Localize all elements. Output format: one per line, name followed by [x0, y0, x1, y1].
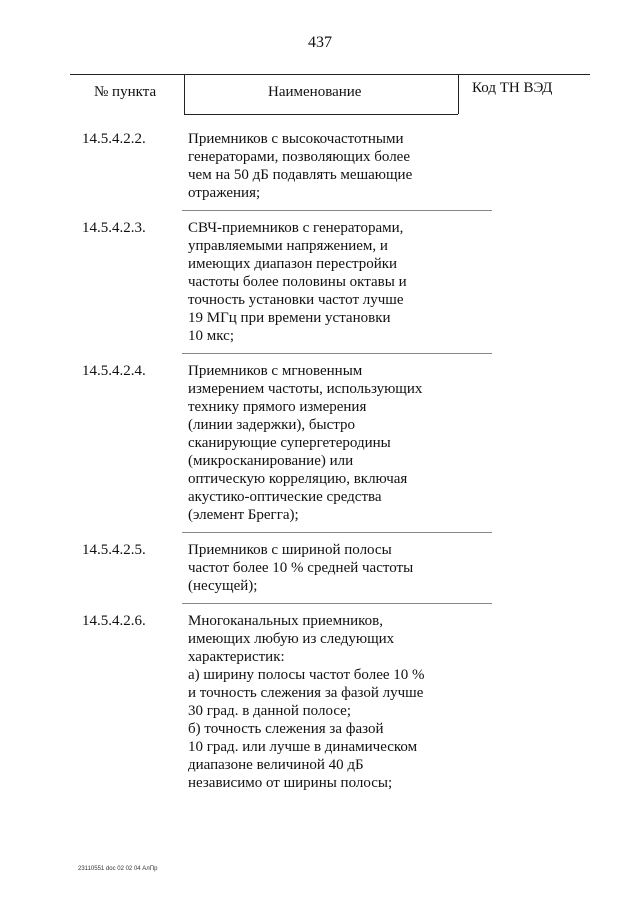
row-separator: [182, 353, 492, 354]
item-description: [188, 612, 488, 792]
item-description-line: измерением частоты, использующих: [188, 381, 423, 397]
list-item: [82, 541, 502, 595]
item-description-line: чем на 50 дБ подавлять мешающие: [188, 167, 413, 183]
item-description-line: имеющих диапазон перестройки: [188, 256, 398, 272]
header-bottom-border: [184, 114, 458, 115]
item-description-line: частоты более половины октавы и: [188, 274, 407, 290]
row-separator: [182, 603, 492, 604]
item-description-line: независимо от ширины полосы;: [188, 775, 393, 791]
item-description-line: 19 МГц при времени установки: [188, 310, 391, 326]
list-item: [82, 219, 502, 345]
header-divider-2: [458, 74, 459, 114]
row-separator: [182, 210, 492, 211]
header-col-name: Наименование: [268, 84, 362, 100]
header-top-border: [70, 74, 590, 75]
item-description-line: (элемент Брегга);: [188, 507, 299, 523]
page-number: 437: [308, 34, 332, 51]
item-number: 14.5.4.2.4.: [82, 363, 146, 379]
list-item: [82, 612, 502, 792]
item-description-line: управляемыми напряжением, и: [188, 238, 388, 254]
item-description-line: генераторами, позволяющих более: [188, 149, 410, 165]
item-number: 14.5.4.2.2.: [82, 131, 146, 147]
item-description-line: отражения;: [188, 185, 261, 201]
items-list: [82, 130, 502, 792]
item-description-line: Многоканальных приемников,: [188, 613, 383, 629]
header-col-code: Код ТН ВЭД: [472, 80, 553, 96]
item-description-line: Приемников с шириной полосы: [188, 542, 392, 558]
item-description-line: СВЧ-приемников с генераторами,: [188, 220, 404, 236]
item-description-line: (несущей);: [188, 578, 258, 594]
table-header: [70, 74, 590, 114]
item-description: [188, 541, 488, 595]
item-description-line: технику прямого измерения: [188, 399, 367, 415]
item-description-line: диапазоне величиной 40 дБ: [188, 757, 364, 773]
item-description-line: сканирующие супергетеродины: [188, 435, 391, 451]
item-description-line: а) ширину полосы частот более 10 %: [188, 667, 425, 683]
item-number: 14.5.4.2.5.: [82, 542, 146, 558]
header-divider-1: [184, 74, 185, 114]
item-description-line: Приемников с мгновенным: [188, 363, 363, 379]
item-description-line: частот более 10 % средней частоты: [188, 560, 414, 576]
list-item: [82, 130, 502, 202]
item-description: [188, 130, 488, 202]
item-description-line: 10 мкс;: [188, 328, 234, 344]
list-item: [82, 362, 502, 524]
item-description-line: и точность слежения за фазой лучше: [188, 685, 424, 701]
item-description-line: имеющих любую из следующих: [188, 631, 395, 647]
item-description: [188, 362, 488, 524]
item-description-line: 30 град. в данной полосе;: [188, 703, 352, 719]
item-description-line: (микросканирование) или: [188, 453, 354, 469]
item-description-line: Приемников с высокочастотными: [188, 131, 404, 147]
item-number: 14.5.4.2.6.: [82, 613, 146, 629]
item-description-line: оптическую корреляцию, включая: [188, 471, 408, 487]
item-number: 14.5.4.2.3.: [82, 220, 146, 236]
item-description-line: точность установки частот лучше: [188, 292, 404, 308]
row-separator: [182, 532, 492, 533]
item-description-line: характеристик:: [188, 649, 285, 665]
item-description: [188, 219, 488, 345]
item-description-line: акустико-оптические средства: [188, 489, 382, 505]
item-description-line: (линии задержки), быстро: [188, 417, 355, 433]
footer-file-id: 23110551 doc 02 02 04 АлПр: [78, 866, 158, 872]
item-description-line: б) точность слежения за фазой: [188, 721, 384, 737]
header-col-number: № пункта: [94, 84, 157, 100]
item-description-line: 10 град. или лучше в динамическом: [188, 739, 418, 755]
